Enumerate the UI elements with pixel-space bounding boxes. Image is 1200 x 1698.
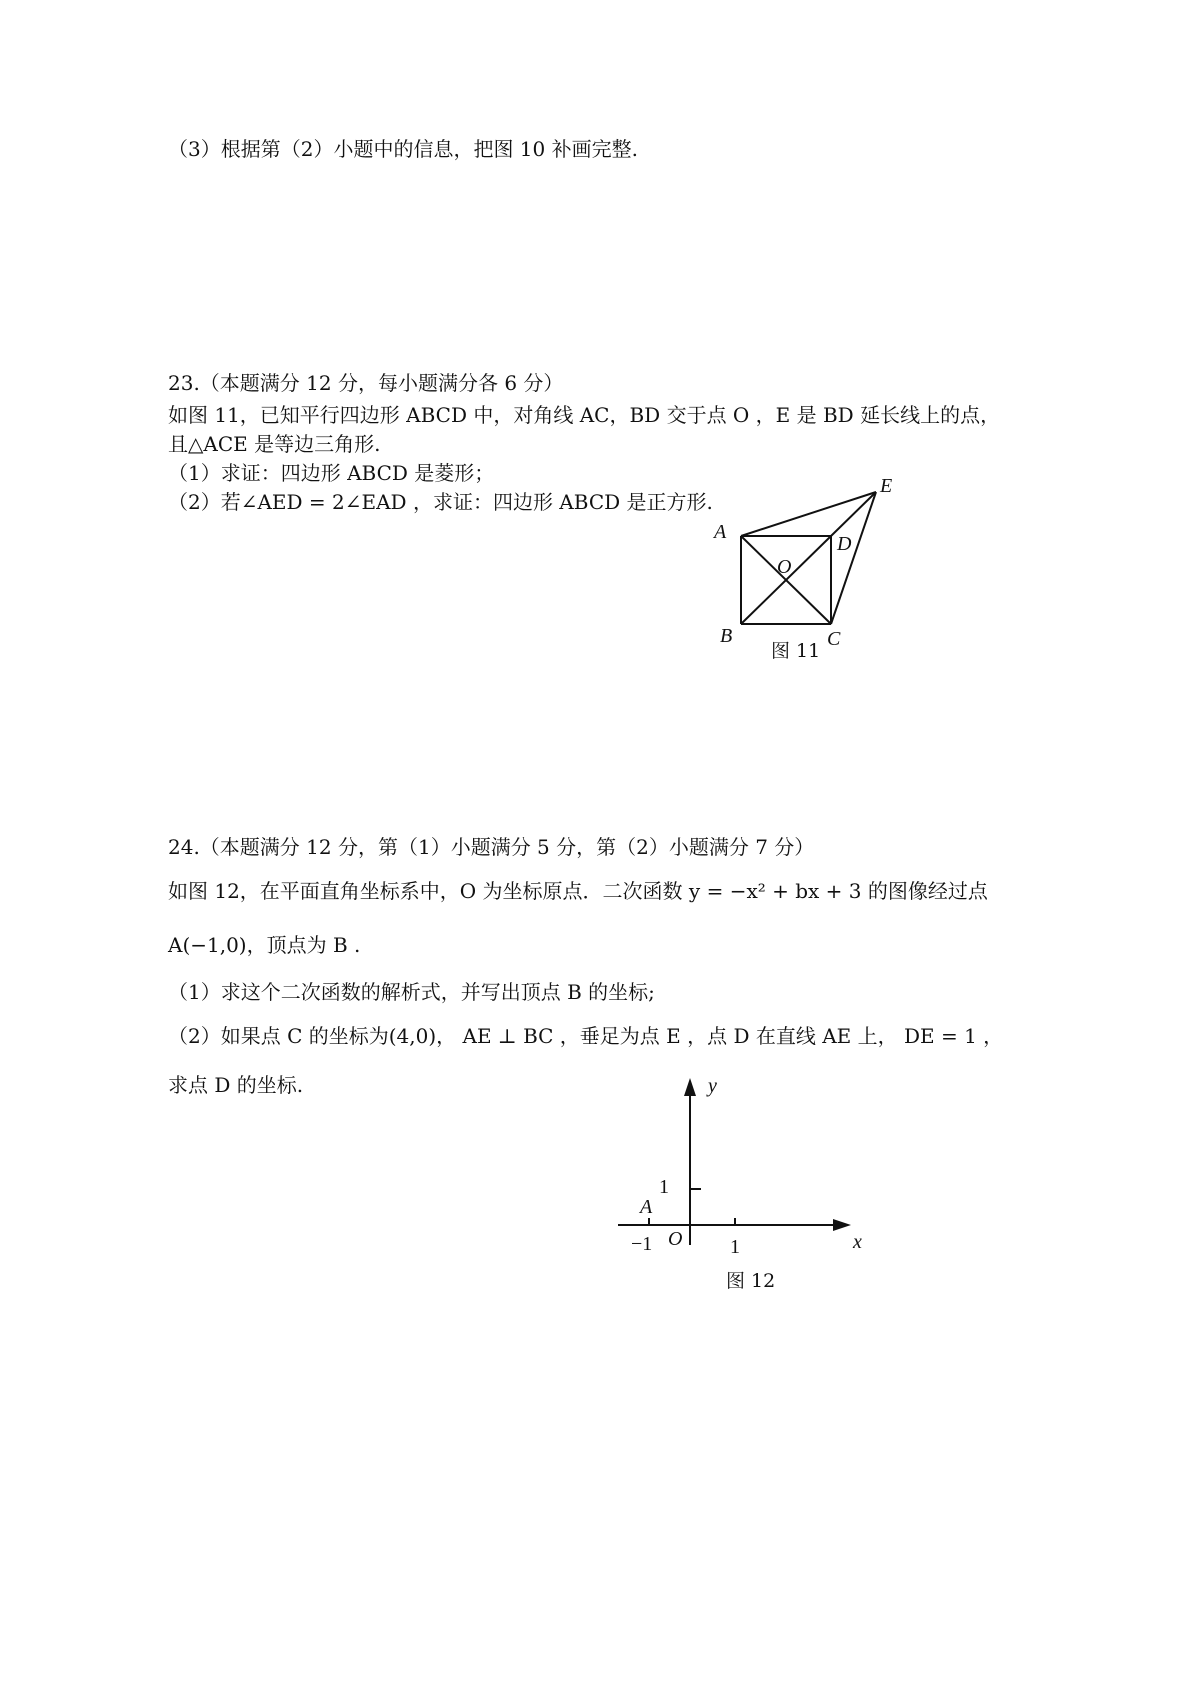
tick-label-y-1: 1 <box>659 1176 669 1198</box>
segment-AE <box>741 492 876 536</box>
axis-label-y: y <box>708 1075 717 1097</box>
label-B: B <box>720 625 733 647</box>
q23-part1: （1）求证：四边形 ABCD 是菱形； <box>168 461 495 485</box>
q24-part2-cont: 求点 D 的坐标. <box>168 1073 304 1097</box>
label-A: A <box>714 521 727 543</box>
q24-part1: （1）求这个二次函数的解析式，并写出顶点 B 的坐标; <box>168 980 655 1004</box>
segment-CE <box>831 492 876 624</box>
q24-stem-line1: 如图 12，在平面直角坐标系中，O 为坐标原点．二次函数 y = −x² + bx + 3 的图像经过点 <box>168 879 988 903</box>
label-O: O <box>777 556 792 578</box>
q23-header: 23.（本题满分 12 分，每小题满分各 6 分） <box>168 371 564 395</box>
origin-label-O: O <box>668 1228 683 1250</box>
tick-label-x-1: 1 <box>730 1236 740 1258</box>
q23-stem-line1: 如图 11，已知平行四边形 ABCD 中，对角线 AC，BD 交于点 O ，E 是 BD 延长线上的点， <box>168 403 1001 427</box>
label-C: C <box>827 628 841 650</box>
label-D: D <box>837 533 852 555</box>
figure-12-caption: 图 12 <box>726 1270 776 1292</box>
point-label-A: A <box>640 1196 653 1218</box>
tick-label-minus-1: −1 <box>631 1233 653 1255</box>
figure-12 <box>615 1070 875 1260</box>
figure-11-caption: 图 11 <box>771 640 821 662</box>
q23-part2: （2）若∠AED = 2∠EAD ，求证：四边形 ABCD 是正方形. <box>168 490 713 514</box>
y-axis-arrowhead <box>684 1078 696 1096</box>
q24-header: 24.（本题满分 12 分，第（1）小题满分 5 分，第（2）小题满分 7 分） <box>168 835 815 859</box>
figure-12-coordinate-plane <box>615 1070 875 1260</box>
q24-stem-line2: A(−1,0)，顶点为 B . <box>168 933 361 957</box>
q23-stem-line2: 且△ACE 是等边三角形. <box>168 432 381 456</box>
label-E: E <box>880 475 893 497</box>
q22-part3-text: （3）根据第（2）小题中的信息，把图 10 补画完整. <box>168 137 638 161</box>
axis-label-x: x <box>853 1231 862 1253</box>
q24-part2: （2）如果点 C 的坐标为(4,0)， AE ⊥ BC ，垂足为点 E ，点 D 在直线 AE 上， DE = 1 ， <box>168 1024 1004 1048</box>
x-axis-arrowhead <box>833 1219 851 1231</box>
